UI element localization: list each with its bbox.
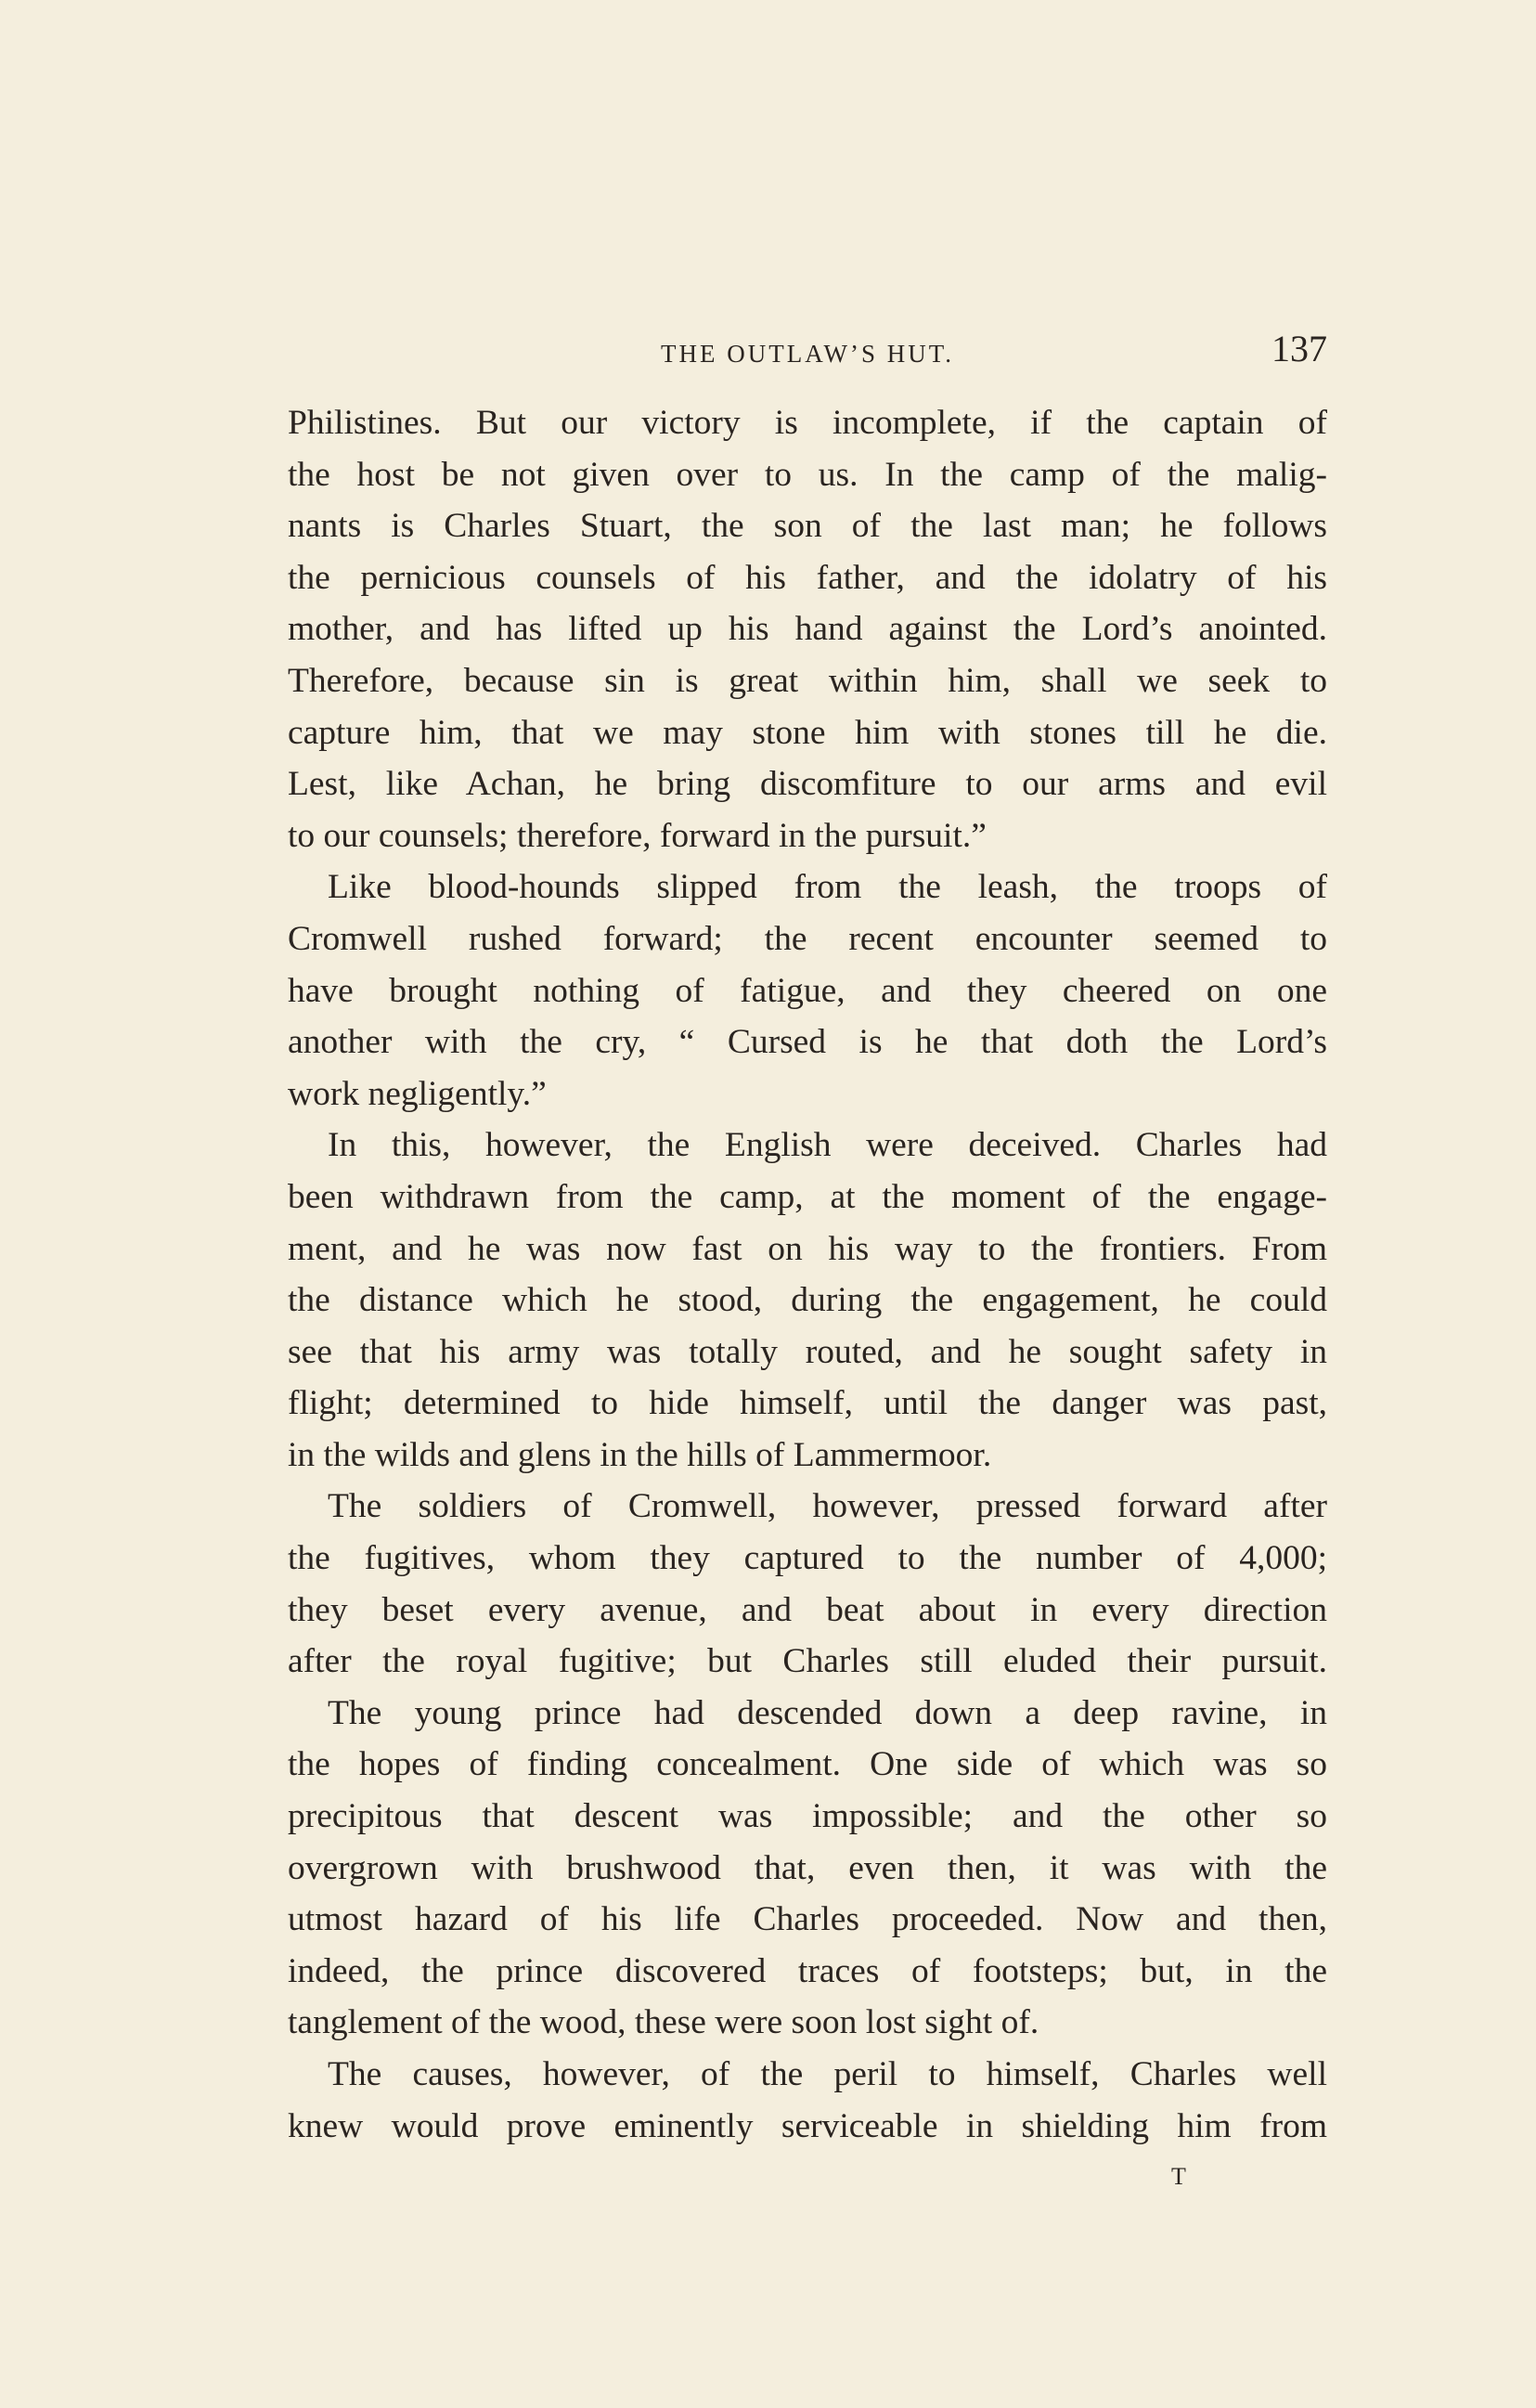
text-line: after the royal fugitive; but Charles still eluded their pursuit. xyxy=(288,1642,1327,1681)
text-line: have brought nothing of fatigue, and they cheered on one xyxy=(288,971,1327,1010)
text-line: In this, however, the English were deceived. Charles had xyxy=(328,1126,1327,1165)
text-line: The young prince had descended down a deep ravine, in xyxy=(328,1693,1327,1732)
text-line: knew would prove eminently serviceable in shielding him from xyxy=(288,2106,1327,2145)
text-line: work negligently.” xyxy=(288,1074,547,1113)
text-line: nants is Charles Stuart, the son of the last man; he follows xyxy=(288,507,1327,546)
text-line: Cromwell rushed forward; the recent encounter seemed to xyxy=(288,919,1327,958)
text-line: the distance which he stood, during the engagement, he could xyxy=(288,1281,1327,1320)
text-line: to our counsels; therefore, forward in the pursuit.” xyxy=(288,816,987,855)
text-line: Like blood-hounds slipped from the leash, the troops of xyxy=(328,868,1327,907)
text-line: utmost hazard of his life Charles proceeded. Now and then, xyxy=(288,1900,1327,1939)
text-line: they beset every avenue, and beat about in every direction xyxy=(288,1590,1327,1629)
text-line: tanglement of the wood, these were soon lost sight of. xyxy=(288,2003,1039,2042)
text-line: the fugitives, whom they captured to the number of 4,000; xyxy=(288,1539,1327,1578)
text-line: mother, and has lifted up his hand against the Lord’s anointed. xyxy=(288,610,1327,649)
text-line: indeed, the prince discovered traces of footsteps; but, in the xyxy=(288,1951,1327,1990)
text-line: The causes, however, of the peril to himself, Charles well xyxy=(328,2055,1327,2093)
text-line: the pernicious counsels of his father, and the idolatry of his xyxy=(288,558,1327,597)
text-line: The soldiers of Cromwell, however, pressed forward after xyxy=(328,1487,1327,1526)
body-text xyxy=(288,397,1327,2152)
text-line: in the wilds and glens in the hills of Lammermoor. xyxy=(288,1435,992,1474)
text-line: flight; determined to hide himself, until the danger was past, xyxy=(288,1384,1327,1423)
page-number: 137 xyxy=(1271,328,1327,369)
text-line: ment, and he was now fast on his way to the frontiers. From xyxy=(288,1229,1327,1268)
text-line: another with the cry, “ Cursed is he that doth the Lord’s xyxy=(288,1023,1327,1062)
text-line: see that his army was totally routed, and he sought safety in xyxy=(288,1332,1327,1371)
text-line: precipitous that descent was impossible; and the other so xyxy=(288,1797,1327,1836)
text-line: capture him, that we may stone him with stones till he die. xyxy=(288,713,1327,752)
page-header xyxy=(288,327,1327,382)
running-head: THE OUTLAW’S HUT. xyxy=(660,340,955,368)
text-line: been withdrawn from the camp, at the moment of the engage- xyxy=(288,1177,1327,1216)
text-line: overgrown with brushwood that, even then, it was with the xyxy=(288,1848,1327,1887)
text-line: Therefore, because sin is great within him, shall we seek to xyxy=(288,661,1327,700)
signature-mark: T xyxy=(1171,2163,1187,2190)
text-line: Lest, like Achan, he bring discomfiture to our arms and evil xyxy=(288,765,1327,804)
text-line: the hopes of finding concealment. One side of which was so xyxy=(288,1745,1327,1784)
text-line: the host be not given over to us. In the camp of the malig- xyxy=(288,455,1327,494)
text-line: Philistines. But our victory is incomplete, if the captain of xyxy=(288,404,1327,442)
